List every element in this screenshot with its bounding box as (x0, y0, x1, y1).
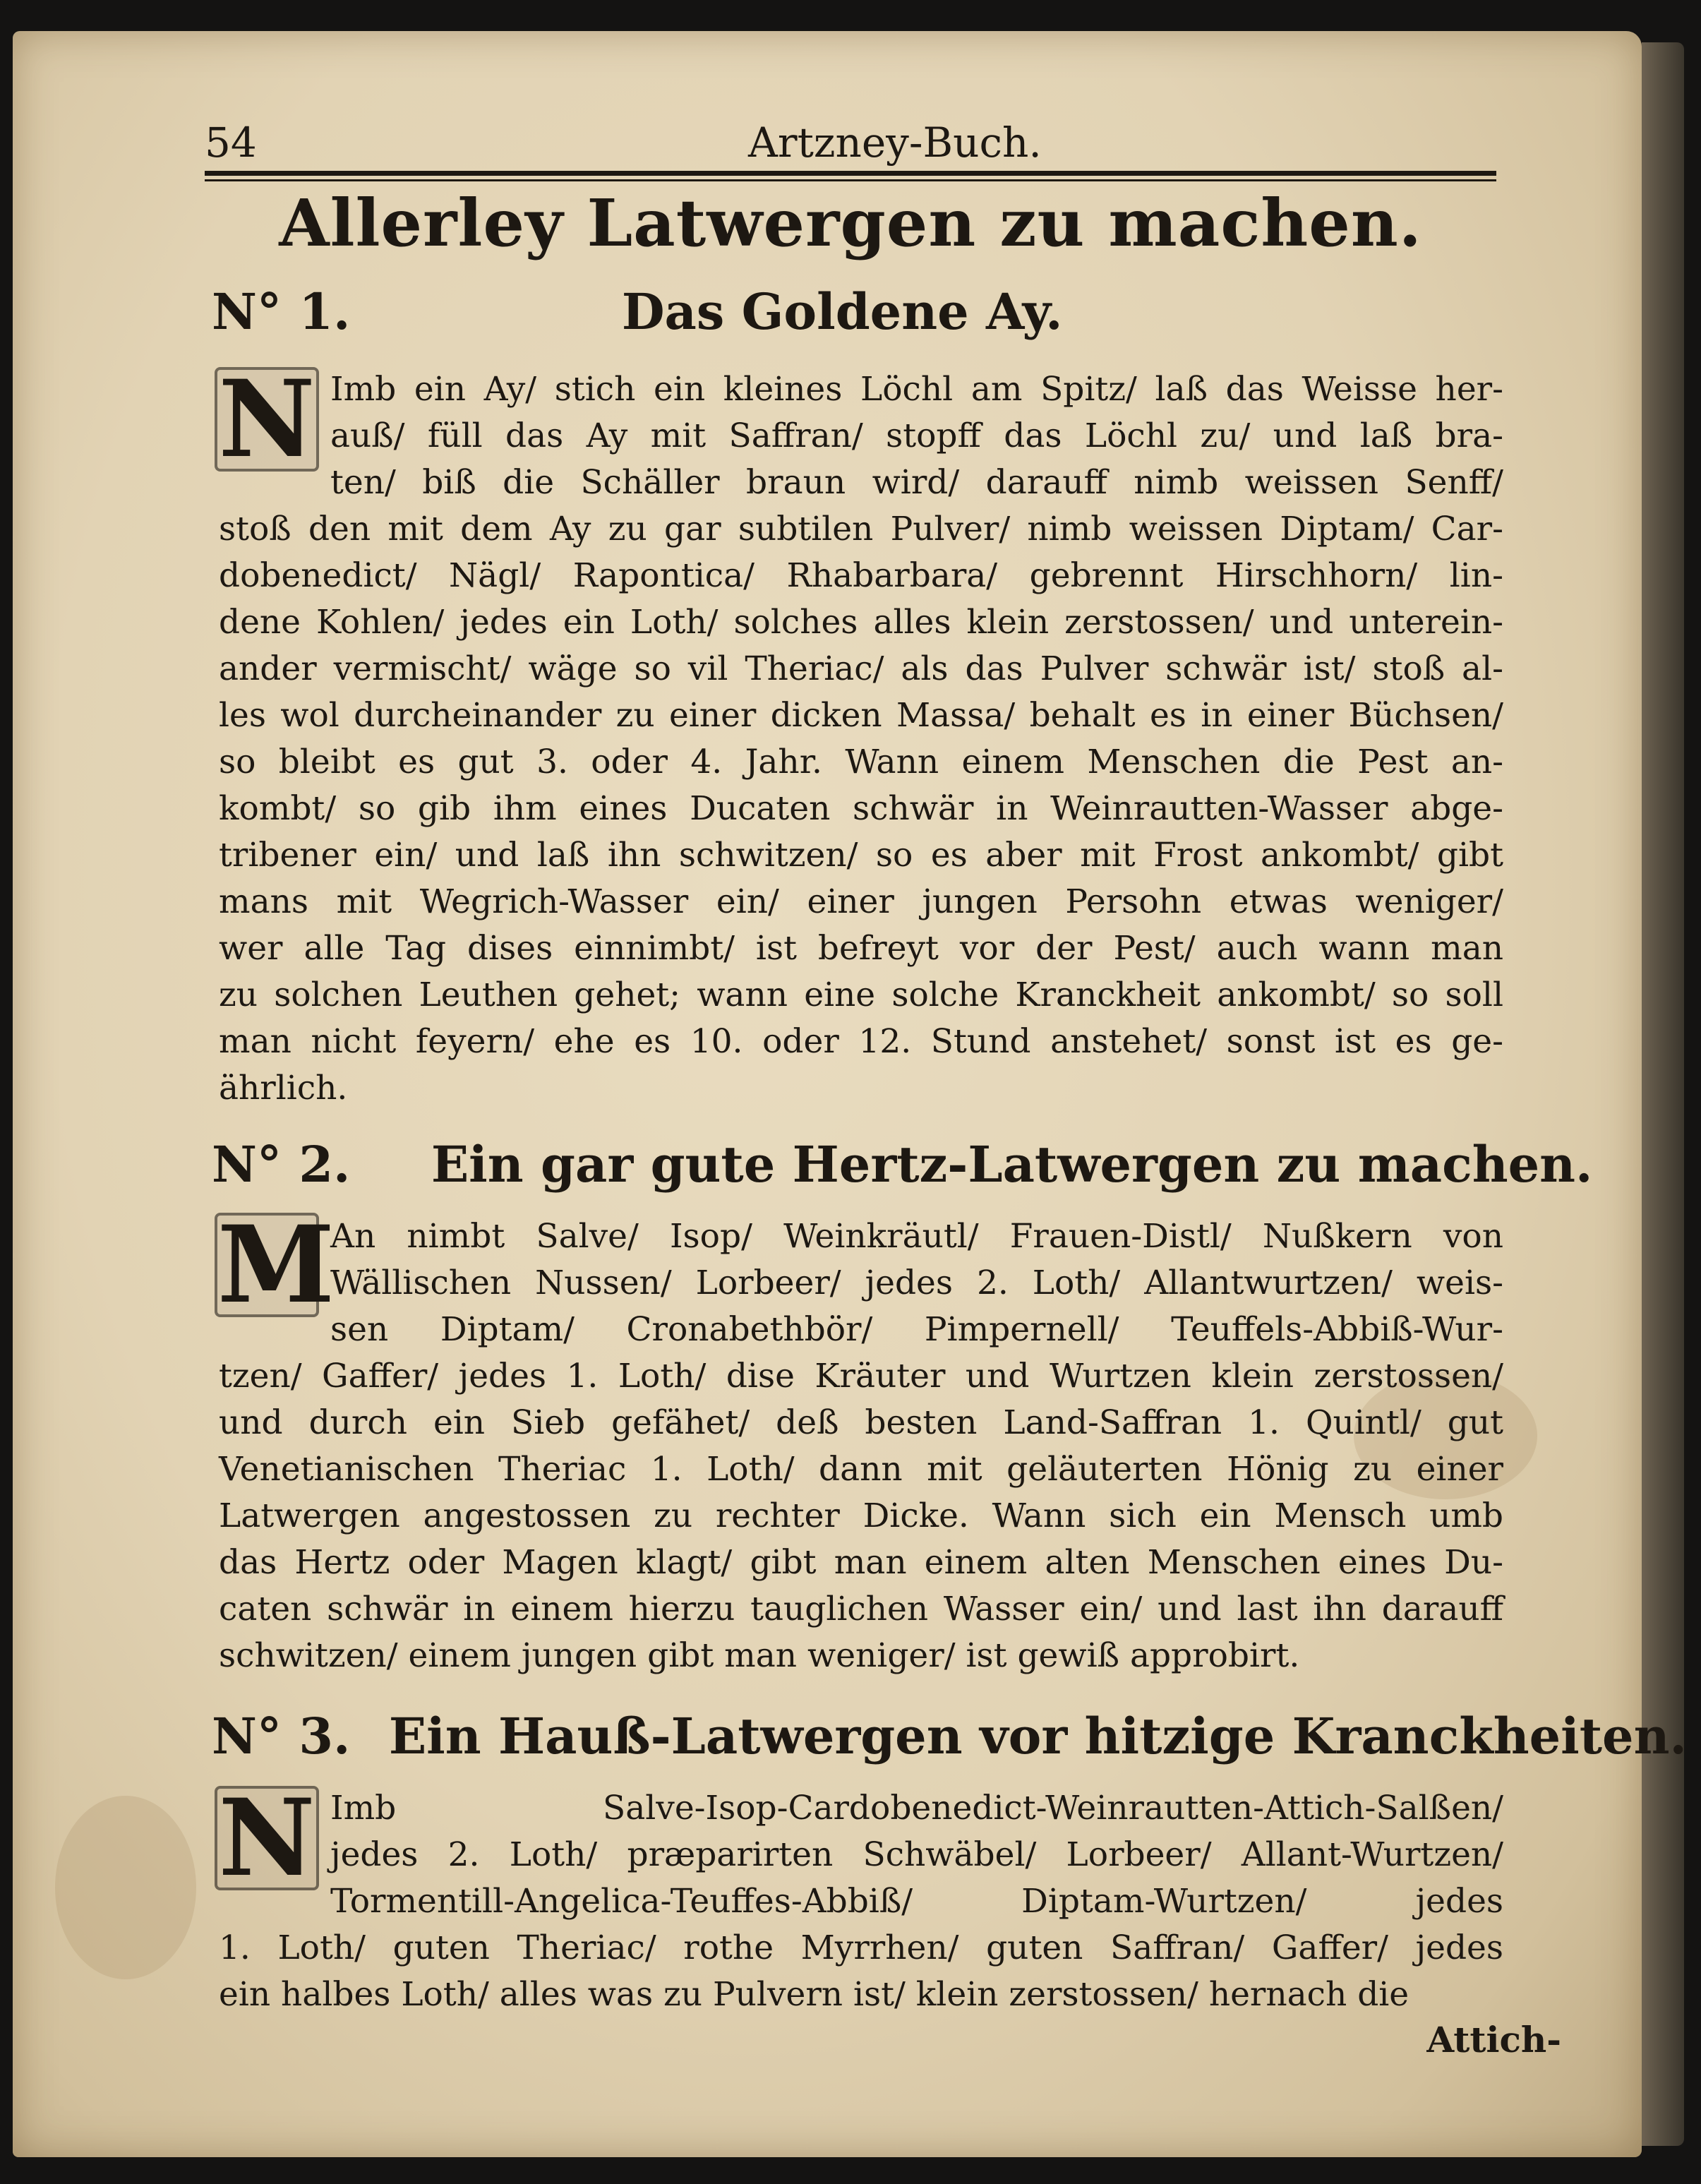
page-number: 54 (205, 119, 257, 167)
text-line: so bleibt es gut 3. oder 4. Jahr. Wann einem Menschen die Pest an- (219, 743, 1503, 781)
text-line: kombt/ so gib ihm eines Ducaten schwär in Weinrautten-Wasser abge- (219, 789, 1503, 828)
recipe-heading-1 (212, 282, 1062, 341)
running-title: Artzney-Buch. (748, 119, 1042, 167)
text-line: An nimbt Salve/ Isop/ Weinkräutl/ Frauen-Distl/ Nußkern von (330, 1217, 1503, 1256)
text-line: Imb Salve-Isop-Cardobenedict-Weinrautten-Attich-Salßen/ (330, 1789, 1503, 1828)
text-line: dobenedict/ Nägl/ Rapontica/ Rhabarbara/ gebrennt Hirschhorn/ lin- (219, 556, 1503, 595)
running-head (205, 119, 1496, 175)
text-line: wer alle Tag dises einnimbt/ ist befreyt vor der Pest/ auch wann man (219, 929, 1503, 968)
text-line: les wol durcheinander zu einer dicken Massa/ behalt es in einer Büchsen/ (219, 696, 1503, 735)
text-line: Tormentill-Angelica-Teuffes-Abbiß/ Diptam-Wurtzen/ jedes (330, 1882, 1503, 1921)
header-rule-thin (205, 179, 1496, 181)
chapter-title: Allerley Latwergen zu machen. (279, 185, 1422, 261)
text-line: ander vermischt/ wäge so vil Theriac/ als das Pulver schwär ist/ stoß al- (219, 649, 1503, 688)
text-line: man nicht feyern/ ehe es 10. oder 12. Stund anstehet/ sonst ist es ge- (219, 1022, 1503, 1061)
text-line: ten/ biß die Schäller braun wird/ darauff nimb weissen Senff/ (330, 463, 1503, 502)
recipe-number: N° 1. (212, 282, 351, 341)
text-line: Wällischen Nussen/ Lorbeer/ jedes 2. Loth/ Allantwurtzen/ weis- (330, 1264, 1503, 1302)
text-line: caten schwär in einem hierzu tauglichen Wasser ein/ und last ihn darauff (219, 1590, 1503, 1628)
catchword: Attich- (1426, 2019, 1561, 2060)
text-line: Venetianischen Theriac 1. Loth/ dann mit geläuterten Hönig zu einer (219, 1450, 1503, 1489)
recipe-title: Ein gar gute Hertz-Latwergen zu machen. (431, 1135, 1593, 1194)
recipe-title: Ein Hauß-Latwergen vor hitzige Kranckheiten. (388, 1707, 1687, 1765)
text-line: sen Diptam/ Cronabethbör/ Pimpernell/ Teuffels-Abbiß-Wur- (330, 1310, 1503, 1349)
text-line: dene Kohlen/ jedes ein Loth/ solches alles klein zerstossen/ und unterein- (219, 603, 1503, 642)
text-line: Latwergen angestossen zu rechter Dicke. Wann sich ein Mensch umb (219, 1496, 1503, 1535)
text-line: ährlich. (219, 1069, 348, 1108)
text-line: mans mit Wegrich-Wasser ein/ einer jungen Persohn etwas weniger/ (219, 882, 1503, 921)
header-rule (205, 171, 1496, 176)
text-line: das Hertz oder Magen klagt/ gibt man einem alten Menschen eines Du- (219, 1543, 1503, 1582)
text-line: zu solchen Leuthen gehet; wann eine solche Kranckheit ankombt/ so soll (219, 976, 1503, 1014)
adjacent-page-edge (1642, 42, 1684, 2146)
recipe-number: N° 3. (212, 1707, 351, 1765)
recipe-number: N° 2. (212, 1135, 351, 1194)
text-line: stoß den mit dem Ay zu gar subtilen Pulver/ nimb weissen Diptam/ Car- (219, 510, 1503, 548)
text-line: tzen/ Gaffer/ jedes 1. Loth/ dise Kräuter und Wurtzen klein zerstossen/ (219, 1357, 1503, 1396)
text-line: ein halbes Loth/ alles was zu Pulvern ist/ klein zerstossen/ hernach die (219, 1975, 1410, 2014)
text-line: auß/ füll das Ay mit Saffran/ stopff das Löchl zu/ und laß bra- (330, 416, 1503, 455)
text-line: 1. Loth/ guten Theriac/ rothe Myrrhen/ guten Saffran/ Gaffer/ jedes (219, 1928, 1503, 1967)
text-line: Imb ein Ay/ stich ein kleines Löchl am Spitz/ laß das Weisse her- (330, 370, 1503, 409)
recipe-title: Das Goldene Ay. (621, 282, 1063, 341)
text-line: tribener ein/ und laß ihn schwitzen/ so es aber mit Frost ankombt/ gibt (219, 836, 1503, 875)
text-line: jedes 2. Loth/ præparirten Schwäbel/ Lorbeer/ Allant-Wurtzen/ (330, 1835, 1503, 1874)
recipe-heading-2 (212, 1135, 1592, 1194)
drop-capital: M (215, 1213, 319, 1317)
drop-capital: N (215, 367, 319, 472)
drop-capital: N (215, 1786, 319, 1890)
recipe-heading-3 (212, 1707, 1687, 1765)
text-line: schwitzen/ einem jungen gibt man weniger/ ist gewiß approbirt. (219, 1636, 1300, 1675)
text-line: und durch ein Sieb gefähet/ deß besten Land-Saffran 1. Quintl/ gut (219, 1403, 1503, 1442)
